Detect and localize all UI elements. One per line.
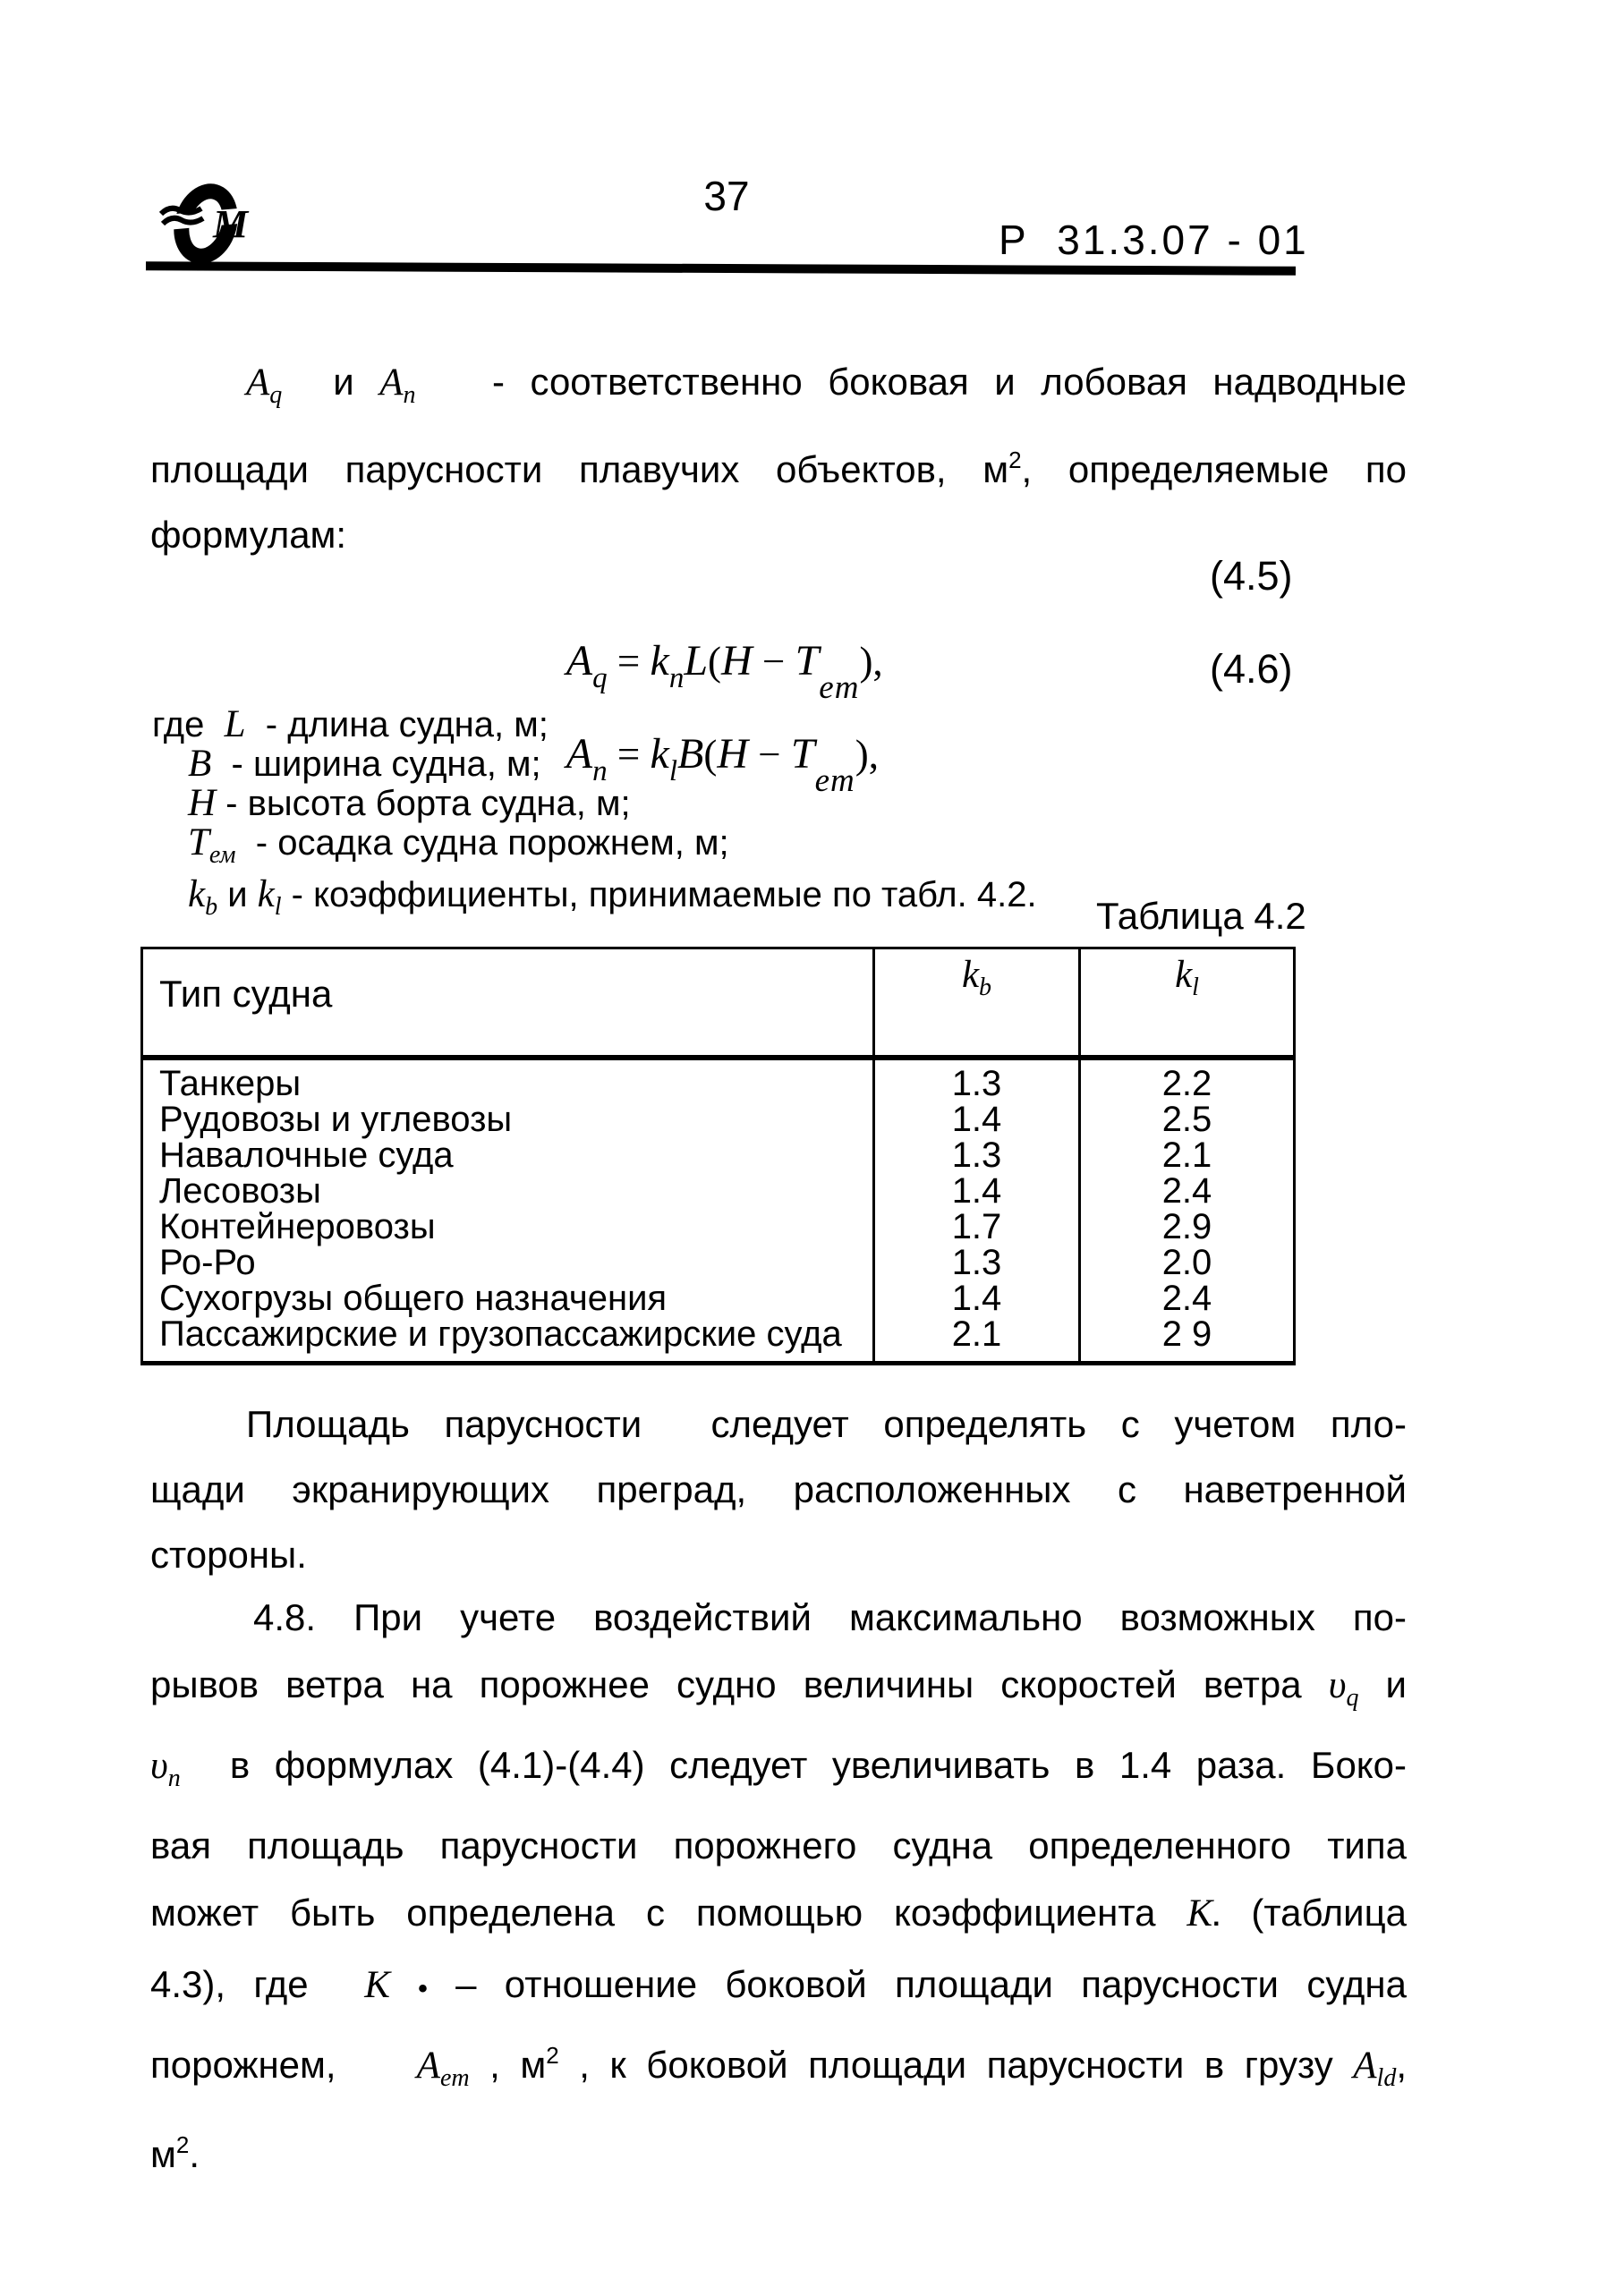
text-segment: - длина судна, м; bbox=[245, 705, 549, 744]
text-segment: порожнем, bbox=[150, 2044, 417, 2086]
text-segment: k bbox=[650, 730, 669, 778]
text-segment: l bbox=[668, 755, 677, 787]
text-segment: в формулах (4.1)-(4.4) следует увеличивать в 1.4 раза. Боко- bbox=[180, 1744, 1407, 1786]
coefficient-cell: 2.9 bbox=[1080, 1209, 1295, 1245]
text-segment: L bbox=[224, 703, 246, 745]
column-header-kb bbox=[874, 948, 1080, 1059]
text-segment: n bbox=[668, 662, 685, 694]
table-row bbox=[142, 1245, 1295, 1280]
text-segment: B bbox=[676, 730, 704, 778]
text-segment: − bbox=[752, 639, 795, 684]
page-number: 37 bbox=[703, 173, 750, 219]
text-segment: 2 bbox=[546, 2042, 559, 2069]
text-segment: , bbox=[1396, 2044, 1407, 2086]
text-line bbox=[150, 1522, 1407, 1587]
text-segment: A bbox=[566, 730, 593, 778]
coefficient-cell: 2 9 bbox=[1080, 1316, 1295, 1364]
text-segment: вая площадь парусности порожнего судна определенного типа bbox=[150, 1824, 1407, 1867]
coefficient-cell: 2.0 bbox=[1080, 1245, 1295, 1280]
text-segment: - ширина судна, м; bbox=[211, 744, 541, 784]
text-segment: м bbox=[150, 2133, 176, 2175]
text-segment: щади экранирующих преград, расположенных с наветренной bbox=[150, 1468, 1407, 1510]
text-segment: n bbox=[403, 381, 416, 409]
table-row bbox=[142, 1137, 1295, 1173]
equation-number: (4.5) bbox=[1210, 553, 1293, 599]
text-line bbox=[150, 1391, 1407, 1457]
text-line bbox=[150, 1951, 1407, 2022]
text-segment: – отношение боковой площади парусности судна bbox=[427, 1963, 1407, 2005]
text-line bbox=[150, 1731, 1407, 1812]
text-segment: 4.8. При учете воздействий максимально возможных по- bbox=[253, 1596, 1407, 1638]
text-segment: n bbox=[592, 755, 608, 787]
text-segment: υ bbox=[150, 1745, 168, 1787]
text-segment: b bbox=[979, 974, 992, 1001]
text-segment: q bbox=[592, 662, 608, 694]
text-segment: em bbox=[439, 2064, 470, 2092]
text-segment: - соответственно боковая и лобовая надводные bbox=[415, 361, 1408, 403]
text-segment: b bbox=[205, 893, 218, 921]
text-segment: = bbox=[607, 639, 651, 684]
text-segment: ), bbox=[855, 732, 879, 777]
text-segment: может быть определена с помощью коэффициента bbox=[150, 1892, 1187, 1934]
text-line bbox=[152, 744, 1408, 784]
text-segment: ), bbox=[859, 639, 883, 684]
text-segment: ( bbox=[708, 639, 722, 684]
text-segment: k bbox=[257, 873, 275, 915]
ministry-logo bbox=[150, 183, 285, 273]
text-segment: q bbox=[269, 381, 283, 409]
text-segment: . bbox=[1212, 1902, 1221, 1932]
text-segment: ld bbox=[1376, 2064, 1397, 2092]
text-segment: K bbox=[364, 1964, 390, 2006]
coefficient-cell: 2.1 bbox=[874, 1316, 1080, 1364]
morflot-emblem-icon bbox=[150, 183, 285, 273]
table-row bbox=[142, 1173, 1295, 1209]
text-segment: K bbox=[1186, 1892, 1213, 1935]
coefficient-cell: 1.3 bbox=[874, 1058, 1080, 1101]
coefficient-cell: 1.3 bbox=[874, 1245, 1080, 1280]
coefficient-cell: 2.4 bbox=[1080, 1173, 1295, 1209]
table-row bbox=[142, 1058, 1295, 1101]
text-segment: em bbox=[819, 669, 860, 706]
text-segment: 2 bbox=[1008, 446, 1022, 473]
text-segment: A bbox=[566, 637, 593, 685]
text-segment: , определяемые по bbox=[1021, 448, 1407, 490]
coefficient-cell: 2.4 bbox=[1080, 1280, 1295, 1316]
paragraph-sail-area bbox=[150, 1391, 1407, 1587]
text-segment bbox=[390, 1963, 418, 2005]
text-segment: . bbox=[189, 2133, 200, 2175]
text-segment: k bbox=[188, 873, 206, 915]
table-body bbox=[142, 1058, 1295, 1364]
text-segment: Площадь парусности следует определять с учетом пло- bbox=[246, 1403, 1407, 1445]
text-line bbox=[150, 2112, 1407, 2188]
ship-type-cell: Танкеры bbox=[159, 1064, 302, 1103]
text-line bbox=[150, 1584, 1407, 1651]
text-segment: площади парусности плавучих объектов, м bbox=[150, 448, 1009, 490]
coefficient-cell: 2.1 bbox=[1080, 1137, 1295, 1173]
text-segment: и bbox=[1358, 1663, 1407, 1705]
coefficient-cell: 1.4 bbox=[874, 1101, 1080, 1137]
text-segment: − bbox=[747, 732, 791, 777]
text-segment: (таблица bbox=[1220, 1892, 1407, 1934]
text-segment: k bbox=[650, 637, 669, 685]
coefficient-cell: 1.4 bbox=[874, 1280, 1080, 1316]
text-segment: стороны. bbox=[150, 1534, 307, 1576]
text-segment: - осадка судна порожнем, м; bbox=[235, 823, 729, 863]
ship-type-cell: Навалочные суда bbox=[159, 1135, 454, 1175]
table-header-row bbox=[142, 948, 1295, 1059]
table-row bbox=[142, 1209, 1295, 1245]
ship-type-cell: Рудовозы и углевозы bbox=[159, 1100, 513, 1139]
text-segment: 4.3), где bbox=[150, 1963, 365, 2005]
text-segment: • bbox=[418, 1974, 428, 2003]
text-segment: k bbox=[1175, 954, 1193, 996]
text-segment: - высота борта судна, м; bbox=[216, 784, 631, 823]
ship-type-cell: Лесовозы bbox=[159, 1171, 321, 1211]
ship-type-cell: Сухогрузы общего назначения bbox=[159, 1279, 668, 1318]
text-segment: A bbox=[1353, 2045, 1377, 2087]
text-segment: T bbox=[790, 730, 815, 778]
text-segment: B bbox=[188, 743, 212, 785]
text-segment: - коэффициенты, принимаемые по табл. 4.2. bbox=[281, 875, 1037, 914]
text-segment: em bbox=[814, 762, 855, 799]
text-line bbox=[150, 428, 1407, 502]
text-line bbox=[150, 1812, 1407, 1879]
coefficient-cell: 1.3 bbox=[874, 1137, 1080, 1173]
text-line bbox=[150, 349, 1407, 428]
text-line bbox=[152, 784, 1408, 823]
equation-number: (4.6) bbox=[1210, 646, 1293, 692]
text-segment: n bbox=[167, 1765, 181, 1792]
symbol-definitions-list bbox=[152, 705, 1408, 927]
text-segment: T bbox=[188, 821, 209, 863]
text-segment: A bbox=[246, 361, 270, 404]
text-segment: , м bbox=[469, 2044, 547, 2086]
text-segment: ем bbox=[208, 841, 236, 869]
text-line bbox=[150, 1651, 1407, 1731]
svg-text:М: М bbox=[213, 202, 249, 246]
text-segment: l bbox=[274, 893, 282, 921]
column-header-kl bbox=[1080, 948, 1295, 1059]
table-row bbox=[142, 1316, 1295, 1364]
text-segment: H bbox=[717, 730, 748, 778]
ship-type-cell: Ро-Ро bbox=[159, 1243, 256, 1282]
text-segment: k bbox=[961, 954, 980, 996]
text-segment: и bbox=[282, 361, 380, 403]
text-segment: ( bbox=[703, 732, 718, 777]
text-line bbox=[150, 2022, 1407, 2112]
text-segment: q bbox=[1346, 1684, 1359, 1712]
ship-type-cell: Контейнеровозы bbox=[159, 1207, 436, 1246]
coefficient-cell: 2.5 bbox=[1080, 1101, 1295, 1137]
text-segment: l bbox=[1192, 974, 1199, 1001]
text-segment: H bbox=[188, 782, 217, 824]
table-row bbox=[142, 1101, 1295, 1137]
text-segment: рывов ветра на порожнее судно величины скоростей ветра bbox=[150, 1663, 1329, 1705]
table-caption: Таблица 4.2 bbox=[1096, 895, 1306, 937]
text-segment: , к боковой площади парусности в грузу bbox=[558, 2044, 1354, 2086]
text-segment: υ bbox=[1328, 1664, 1347, 1706]
column-header-ship-type: Тип судна bbox=[142, 948, 874, 1059]
ship-type-cell: Пассажирские и грузопассажирские суда bbox=[159, 1314, 842, 1354]
text-segment: A bbox=[416, 2045, 440, 2087]
text-line bbox=[150, 1457, 1407, 1522]
text-segment: A bbox=[379, 361, 404, 404]
text-segment: формулам: bbox=[150, 514, 347, 556]
text-segment: 2 bbox=[175, 2131, 190, 2158]
text-segment: H bbox=[721, 637, 753, 685]
text-line bbox=[152, 823, 1408, 875]
text-line bbox=[150, 1879, 1407, 1951]
text-line bbox=[152, 705, 1408, 744]
coefficient-cell: 2.2 bbox=[1080, 1058, 1295, 1101]
coefficient-cell: 1.7 bbox=[874, 1209, 1080, 1245]
text-segment: L bbox=[684, 637, 709, 685]
text-segment: и bbox=[217, 875, 258, 914]
doc-code: Р 31.3.07 - 01 bbox=[999, 217, 1309, 263]
text-segment: где bbox=[152, 705, 225, 744]
text-segment: = bbox=[607, 732, 651, 777]
text-segment: T bbox=[795, 637, 820, 685]
paragraph-4-8 bbox=[150, 1584, 1407, 2188]
coefficient-cell: 1.4 bbox=[874, 1173, 1080, 1209]
coefficients-table bbox=[140, 947, 1296, 1365]
table-row bbox=[142, 1280, 1295, 1316]
